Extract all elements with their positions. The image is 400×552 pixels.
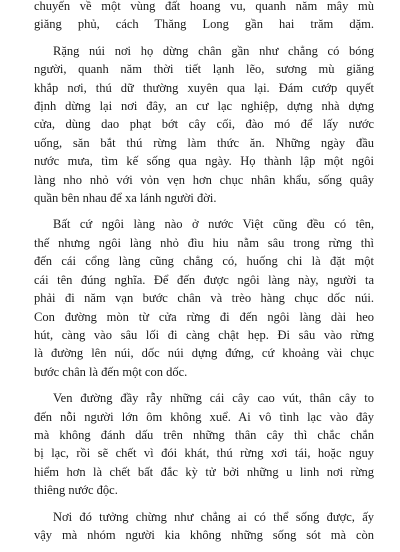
text-line: làng nho nhỏ với vỏn vẹn hơn chục nhân khẩu, sống quây bbox=[34, 172, 374, 187]
paragraph bbox=[34, 508, 374, 545]
text-line: Con đường mòn từ cửa rừng đi đến ngôi làng dài heo bbox=[34, 309, 374, 324]
text-line: phải đi năm vạn bước chân và trèo hàng chục dốc núi. bbox=[34, 291, 374, 306]
text-line: đến nỗi người lớn ôm không xuể. Ai vô tình lạc vào đây bbox=[34, 409, 374, 424]
text-line: thiêng nước độc. bbox=[34, 483, 118, 498]
text-line: đến cái cổng làng cũng chẳng có, huống chi là đặt một bbox=[34, 254, 374, 269]
paragraph bbox=[34, 42, 374, 208]
page-body-text bbox=[34, 0, 374, 552]
text-line: giăng phủ, cách Thăng Long gần hai trăm dặm. bbox=[34, 17, 374, 32]
text-line: bị lạc, rồi sẽ chết vì đói khát, thú rừng xơi tái, hoặc nguy bbox=[34, 446, 374, 461]
text-line: chuyến về một vùng đất hoang vu, quanh năm mây mù bbox=[34, 0, 374, 13]
text-line: hiểm hơn là chết bất đắc kỳ tử bởi những u linh nơi rừng bbox=[34, 464, 374, 479]
paragraph bbox=[34, 0, 374, 34]
paragraph bbox=[34, 389, 374, 499]
paragraph bbox=[34, 215, 374, 381]
text-line: bước chân là đến một con dốc. bbox=[34, 364, 188, 379]
text-line: nước mưa, tìm kế sống qua ngày. Họ thành lập một ngôi bbox=[34, 154, 374, 169]
text-line: thế nhưng ngôi làng nhỏ đìu hiu nằm sâu trong rừng thì bbox=[34, 235, 374, 250]
text-line: mà không đánh dấu trên những thân cây thì chắc chắn bbox=[34, 427, 374, 442]
text-line: định dừng lại nơi đây, an cư lạc nghiệp, dựng nhà dựng bbox=[34, 99, 374, 114]
text-line: người, quanh năm thời tiết lạnh lẽo, sương mù giăng bbox=[34, 62, 374, 77]
text-line: là đường lên núi, dốc núi dựng đứng, cứ khoảng vài chục bbox=[34, 346, 374, 361]
text-line: cái tên đúng nghĩa. Để đến được ngôi làng này, người ta bbox=[34, 272, 374, 287]
text-line: Ven đường đầy rẫy những cái cây cao vút, thân cây to bbox=[53, 391, 374, 406]
text-line: Nơi đó tưởng chừng như chẳng ai có thể sống được, ấy bbox=[53, 509, 374, 524]
text-line: Rặng núi nơi họ dừng chân gần như chẳng có bóng bbox=[53, 43, 374, 58]
text-line: cửa, dùng dao phạt bớt cây cối, đào mó để lấy nước bbox=[34, 117, 374, 132]
text-line: uống, săn bắt thú rừng làm thức ăn. Những ngày đầu bbox=[34, 135, 374, 150]
text-line: Bất cứ ngôi làng nào ở nước Việt cũng đều có tên, bbox=[53, 217, 374, 232]
text-line: vậy mà nhóm người kia không những sống sót mà còn bbox=[34, 527, 374, 542]
text-line: hút, càng vào sâu lối đi càng chật hẹp. Đi sâu vào rừng bbox=[34, 327, 374, 342]
text-line: khắp nơi, thú dữ thường xuyên qua lại. Đám cướp quyết bbox=[34, 80, 374, 95]
text-line: quần bên nhau để xa lánh người đời. bbox=[34, 191, 217, 206]
